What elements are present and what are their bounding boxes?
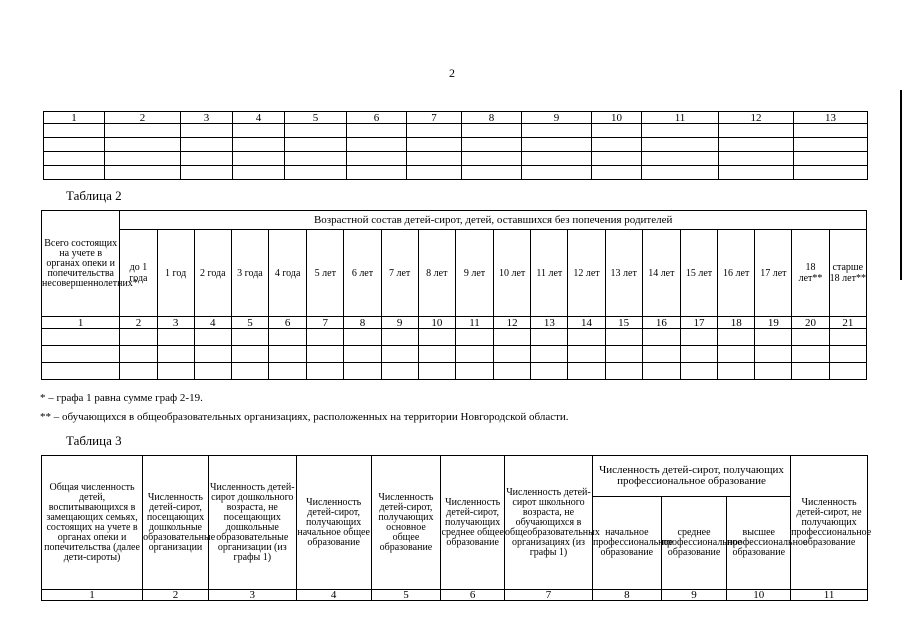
t3-col-num: 8 [592,590,661,601]
t2-age-header: до 1 года [120,230,157,317]
t2-col-num: 11 [455,317,493,329]
t1-col-num: 2 [105,112,181,124]
t3-col-not-studying: Численность детей-сирот школьного возраста, не обучающихся в общеобразовательных организациях (из графы 1) [505,456,593,590]
t3-col-num: 5 [371,590,441,601]
t2-age-header: 15 лет [680,230,717,317]
t2-age-header: 6 лет [344,230,381,317]
t2-age-header: 2 года [194,230,231,317]
t2-age-header: старше 18 лет** [829,230,866,317]
t2-col-num: 19 [755,317,792,329]
t2-age-header: 16 лет [718,230,755,317]
t3-col-no-prof: Численность детей-сирот, не получающих профессиональное образование [791,456,868,590]
t2-col-num: 5 [231,317,268,329]
t1-col-num: 13 [794,112,868,124]
t2-age-header: 13 лет [605,230,642,317]
t3-col-num: 4 [296,590,371,601]
t2-col-num: 21 [829,317,866,329]
t1-col-num: 10 [592,112,642,124]
table1-blank-row [44,138,868,152]
t2-age-header: 11 лет [531,230,568,317]
footnote-1: * – графа 1 равна сумме граф 2-19. [40,392,203,404]
t3-col-primary: Численность детей-сирот, получающих начальное общее образование [296,456,371,590]
t3-col-num: 2 [143,590,209,601]
table1-blank-row [44,124,868,138]
t1-col-num: 12 [719,112,794,124]
t1-col-num: 5 [285,112,347,124]
table1-blank-row [44,152,868,166]
t1-col-num: 9 [522,112,592,124]
t2-blank-row [42,363,867,380]
t1-col-num: 7 [407,112,462,124]
t1-col-num: 1 [44,112,105,124]
t2-age-header: 1 год [157,230,194,317]
t2-age-header: 3 года [231,230,268,317]
t2-col-num: 12 [494,317,531,329]
t2-col-num: 16 [642,317,680,329]
t2-group-header: Возрастной состав детей-сирот, детей, оставшихся без попечения родителей [120,211,867,230]
t2-age-header: 18 лет** [792,230,829,317]
t2-age-header: 8 лет [418,230,455,317]
t2-age-header: 10 лет [494,230,531,317]
t2-col-num: 9 [381,317,418,329]
t2-age-header: 14 лет [642,230,680,317]
t2-col-num: 8 [344,317,381,329]
t2-age-header: 9 лет [455,230,493,317]
t3-col-num: 7 [505,590,593,601]
t2-col-num: 15 [605,317,642,329]
t3-subcol-higher: высшее профессиональное образование [727,497,791,590]
t2-col-num: 14 [568,317,605,329]
footnote-2: ** – обучающихся в общеобразовательных организациях, расположенных на территории Новгородской области. [40,411,569,423]
t2-age-header: 12 лет [568,230,605,317]
t1-col-num: 8 [462,112,522,124]
t2-col-num: 6 [269,317,307,329]
t2-age-row [42,230,867,317]
t2-age-header: 5 лет [307,230,344,317]
t2-col-num: 18 [718,317,755,329]
t3-col-num: 3 [208,590,296,601]
t3-number-row [42,590,868,601]
t2-blank-row [42,329,867,346]
t2-col-num: 10 [418,317,455,329]
t3-col-secondary: Численность детей-сирот, получающих среднее общее образование [441,456,505,590]
table-1 [43,111,868,180]
t2-age-header: 4 года [269,230,307,317]
t2-age-header: 17 лет [755,230,792,317]
t2-col-num: 1 [42,317,120,329]
t2-age-header: 7 лет [381,230,418,317]
t2-col-num: 4 [194,317,231,329]
t2-total-header: Всего состоящих на учете в органах опеки и попечительства несовершеннолетних* [42,211,120,317]
t2-number-row [42,317,867,329]
t3-subcol-secondary-prof: среднее профессиональное образование [661,497,727,590]
page-number: 2 [449,66,455,80]
margin-bar [900,90,902,280]
table1-number-row [44,112,868,124]
table-2 [41,210,867,380]
t1-col-num: 4 [233,112,285,124]
t3-col-preschool: Численность детей-сирот, посещающих дошкольные образовательные организации [143,456,209,590]
t3-col-total: Общая численность детей, воспитывающихся в замещающих семьях, состоящих на учете в органах опеки и попечительства (далее дети-сироты) [42,456,143,590]
t2-blank-row [42,346,867,363]
t3-col-num: 6 [441,590,505,601]
t3-col-not-preschool: Численность детей-сирот дошкольного возраста, не посещающих дошкольные образовательные организации (из графы 1) [208,456,296,590]
t3-col-num: 11 [791,590,868,601]
t3-col-num: 9 [661,590,727,601]
t2-col-num: 20 [792,317,829,329]
table2-caption: Таблица 2 [66,188,122,203]
table1-blank-row [44,166,868,180]
table-3 [41,455,872,601]
t3-subcol-initial: начальное профессиональное образование [592,497,661,590]
t2-col-num: 2 [120,317,157,329]
t3-col-num: 10 [727,590,791,601]
t3-group-header: Численность детей-сирот, получающих профессиональное образование [592,456,790,497]
t2-col-num: 3 [157,317,194,329]
table3-caption: Таблица 3 [66,433,122,448]
t1-col-num: 6 [347,112,407,124]
t1-col-num: 3 [181,112,233,124]
t3-col-basic: Численность детей-сирот, получающих основное общее образование [371,456,441,590]
t1-col-num: 11 [642,112,719,124]
t2-col-num: 13 [531,317,568,329]
t3-col-num: 1 [42,590,143,601]
t2-col-num: 17 [680,317,717,329]
t2-col-num: 7 [307,317,344,329]
